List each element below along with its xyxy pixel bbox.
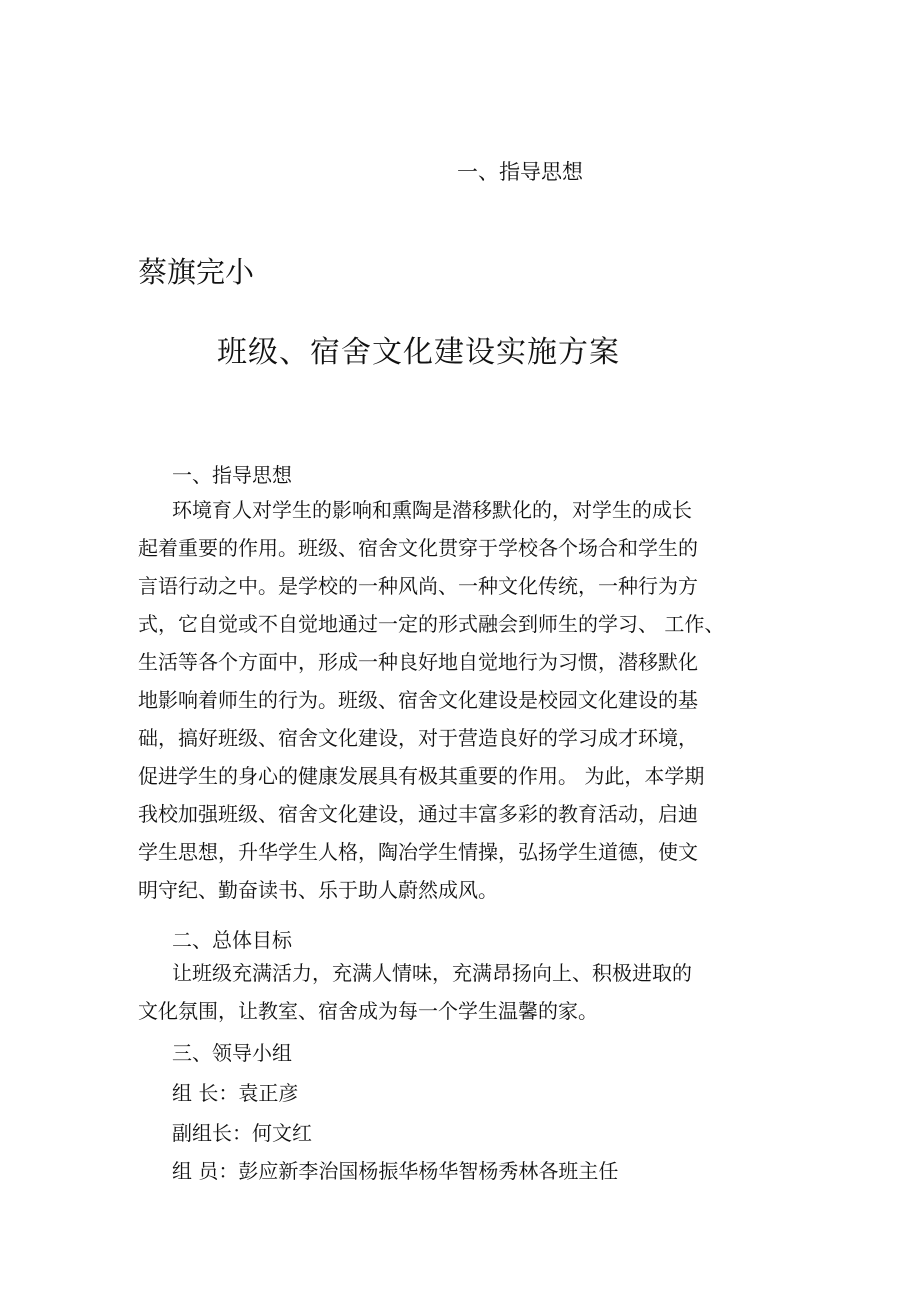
section-heading-1: 一、指导思想 xyxy=(172,463,292,487)
section-heading-3: 三、领导小组 xyxy=(172,1041,292,1065)
paragraph-line: 文化氛围，让教室、宿舍成为每一个学生温馨的家。 xyxy=(138,999,598,1023)
school-name: 蔡旗完小 xyxy=(138,255,255,289)
section-2-paragraph xyxy=(138,954,758,1030)
paragraph-line: 促进学生的身心的健康发展具有极其重要的作用。 为此，本学期 xyxy=(138,764,705,788)
group-leader: 组 长：袁正彦 xyxy=(172,1081,299,1105)
paragraph-line: 学生思想，升华学生人格，陶冶学生情操，弘扬学生道德，使文 xyxy=(138,840,698,864)
paragraph-line: 言语行动之中。是学校的一种风尚、一种文化传统，一种行为方 xyxy=(138,574,698,598)
group-deputy: 副组长：何文红 xyxy=(172,1121,312,1145)
header-note: 一、指导思想 xyxy=(457,160,583,184)
document-title: 班级、宿舍文化建设实施方案 xyxy=(217,335,620,370)
group-members: 组 员：彭应新李治国杨振华杨华智杨秀林各班主任 xyxy=(172,1159,619,1183)
section-heading-2: 二、总体目标 xyxy=(172,928,292,952)
paragraph-line: 环境育人对学生的影响和熏陶是潜移默化的，对学生的成长 xyxy=(172,498,692,522)
paragraph-line: 我校加强班级、宿舍文化建设，通过丰富多彩的教育活动，启迪 xyxy=(138,802,698,826)
paragraph-line: 地影响着师生的行为。班级、宿舍文化建设是校园文化建设的基 xyxy=(138,688,698,712)
paragraph-line: 生活等各个方面中，形成一种良好地自觉地行为习惯，潜移默化 xyxy=(138,650,698,674)
section-1-paragraph xyxy=(138,491,758,909)
paragraph-line: 式，它自觉或不自觉地通过一定的形式融会到师生的学习、 工作、 xyxy=(138,612,725,636)
paragraph-line: 起着重要的作用。班级、宿舍文化贯穿于学校各个场合和学生的 xyxy=(138,536,698,560)
paragraph-line: 明守纪、勤奋读书、乐于助人蔚然成风。 xyxy=(138,878,498,902)
paragraph-line: 础，搞好班级、宿舍文化建设，对于营造良好的学习成才环境， xyxy=(138,726,698,750)
paragraph-line: 让班级充满活力，充满人情味，充满昂扬向上、积极进取的 xyxy=(172,961,692,985)
